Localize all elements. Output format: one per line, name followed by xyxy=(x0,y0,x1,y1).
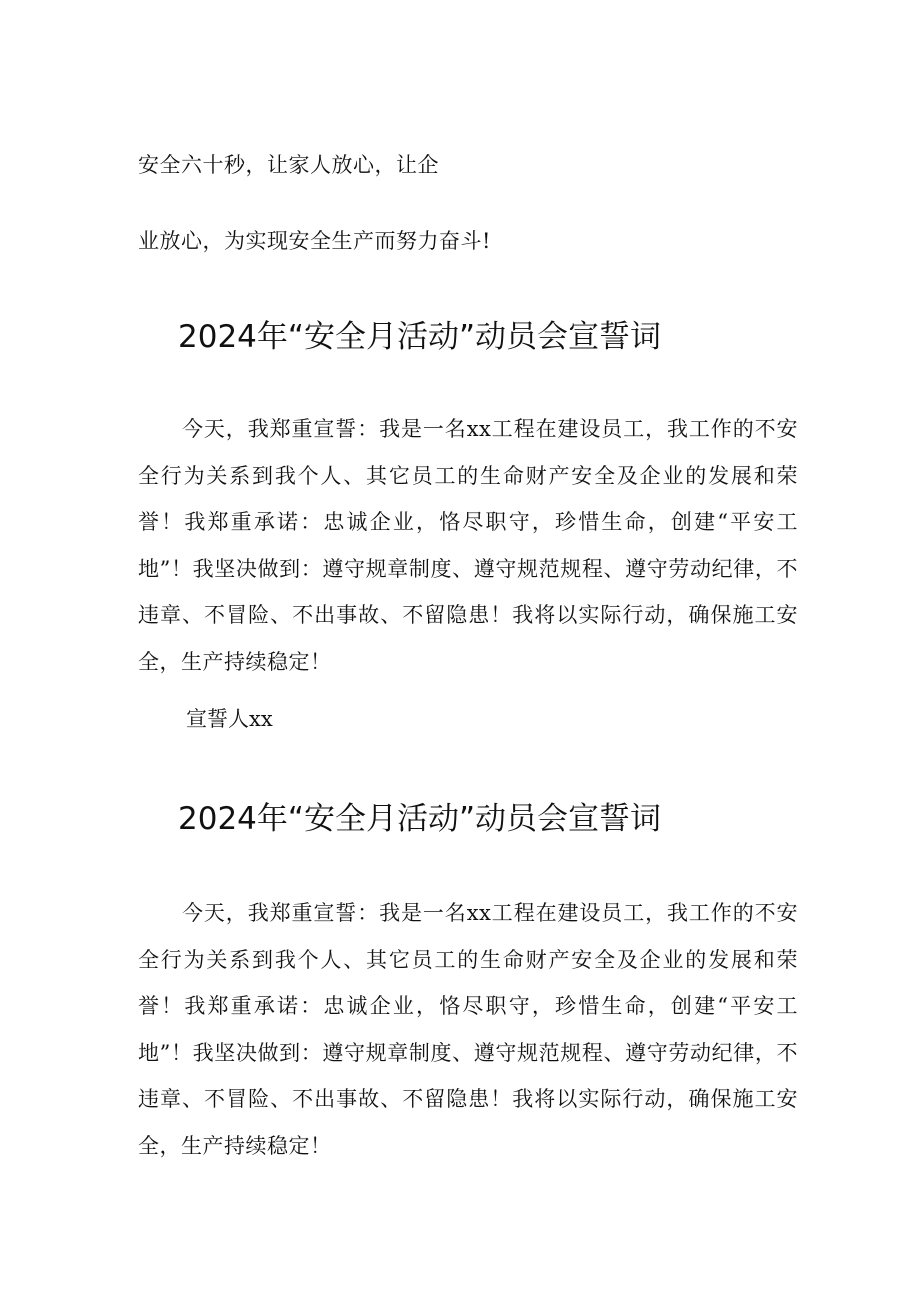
intro-line-2: 业放心，为实现安全生产而努力奋斗! xyxy=(138,229,491,253)
section-2-body: 今天，我郑重宣誓：我是一名xx工程在建设员工，我工作的不安全行为关系到我个人、其它员工的生命财产安全及企业的发展和荣誉！我郑重承诺：忠诚企业，恪尽职守，珍惜生命，创建“平安工地”！我坚决做到：遵守规章制度、遵守规范规程、遵守劳动纪律，不违章、不冒险、不出事故、不留隐患！我将以实际行动，确保施工安全，生产持续稳定！ xyxy=(138,901,798,1158)
section-1-body: 今天，我郑重宣誓：我是一名xx工程在建设员工，我工作的不安全行为关系到我个人、其它员工的生命财产安全及企业的发展和荣誉！我郑重承诺：忠诚企业，恪尽职守，珍惜生命，创建“平安工地”！我坚决做到：遵守规章制度、遵守规范规程、遵守劳动纪律，不违章、不冒险、不出事故、不留隐患！我将以实际行动，确保施工安全，生产持续稳定！ xyxy=(138,417,798,674)
section-1-title: 2024年“安全月活动”动员会宣誓词 xyxy=(178,319,662,355)
section-1-signer: 宣誓人xx xyxy=(186,707,273,731)
intro-line-1: 安全六十秒，让家人放心，让企 xyxy=(138,153,439,177)
section-2-title: 2024年“安全月活动”动员会宣誓词 xyxy=(178,801,662,837)
